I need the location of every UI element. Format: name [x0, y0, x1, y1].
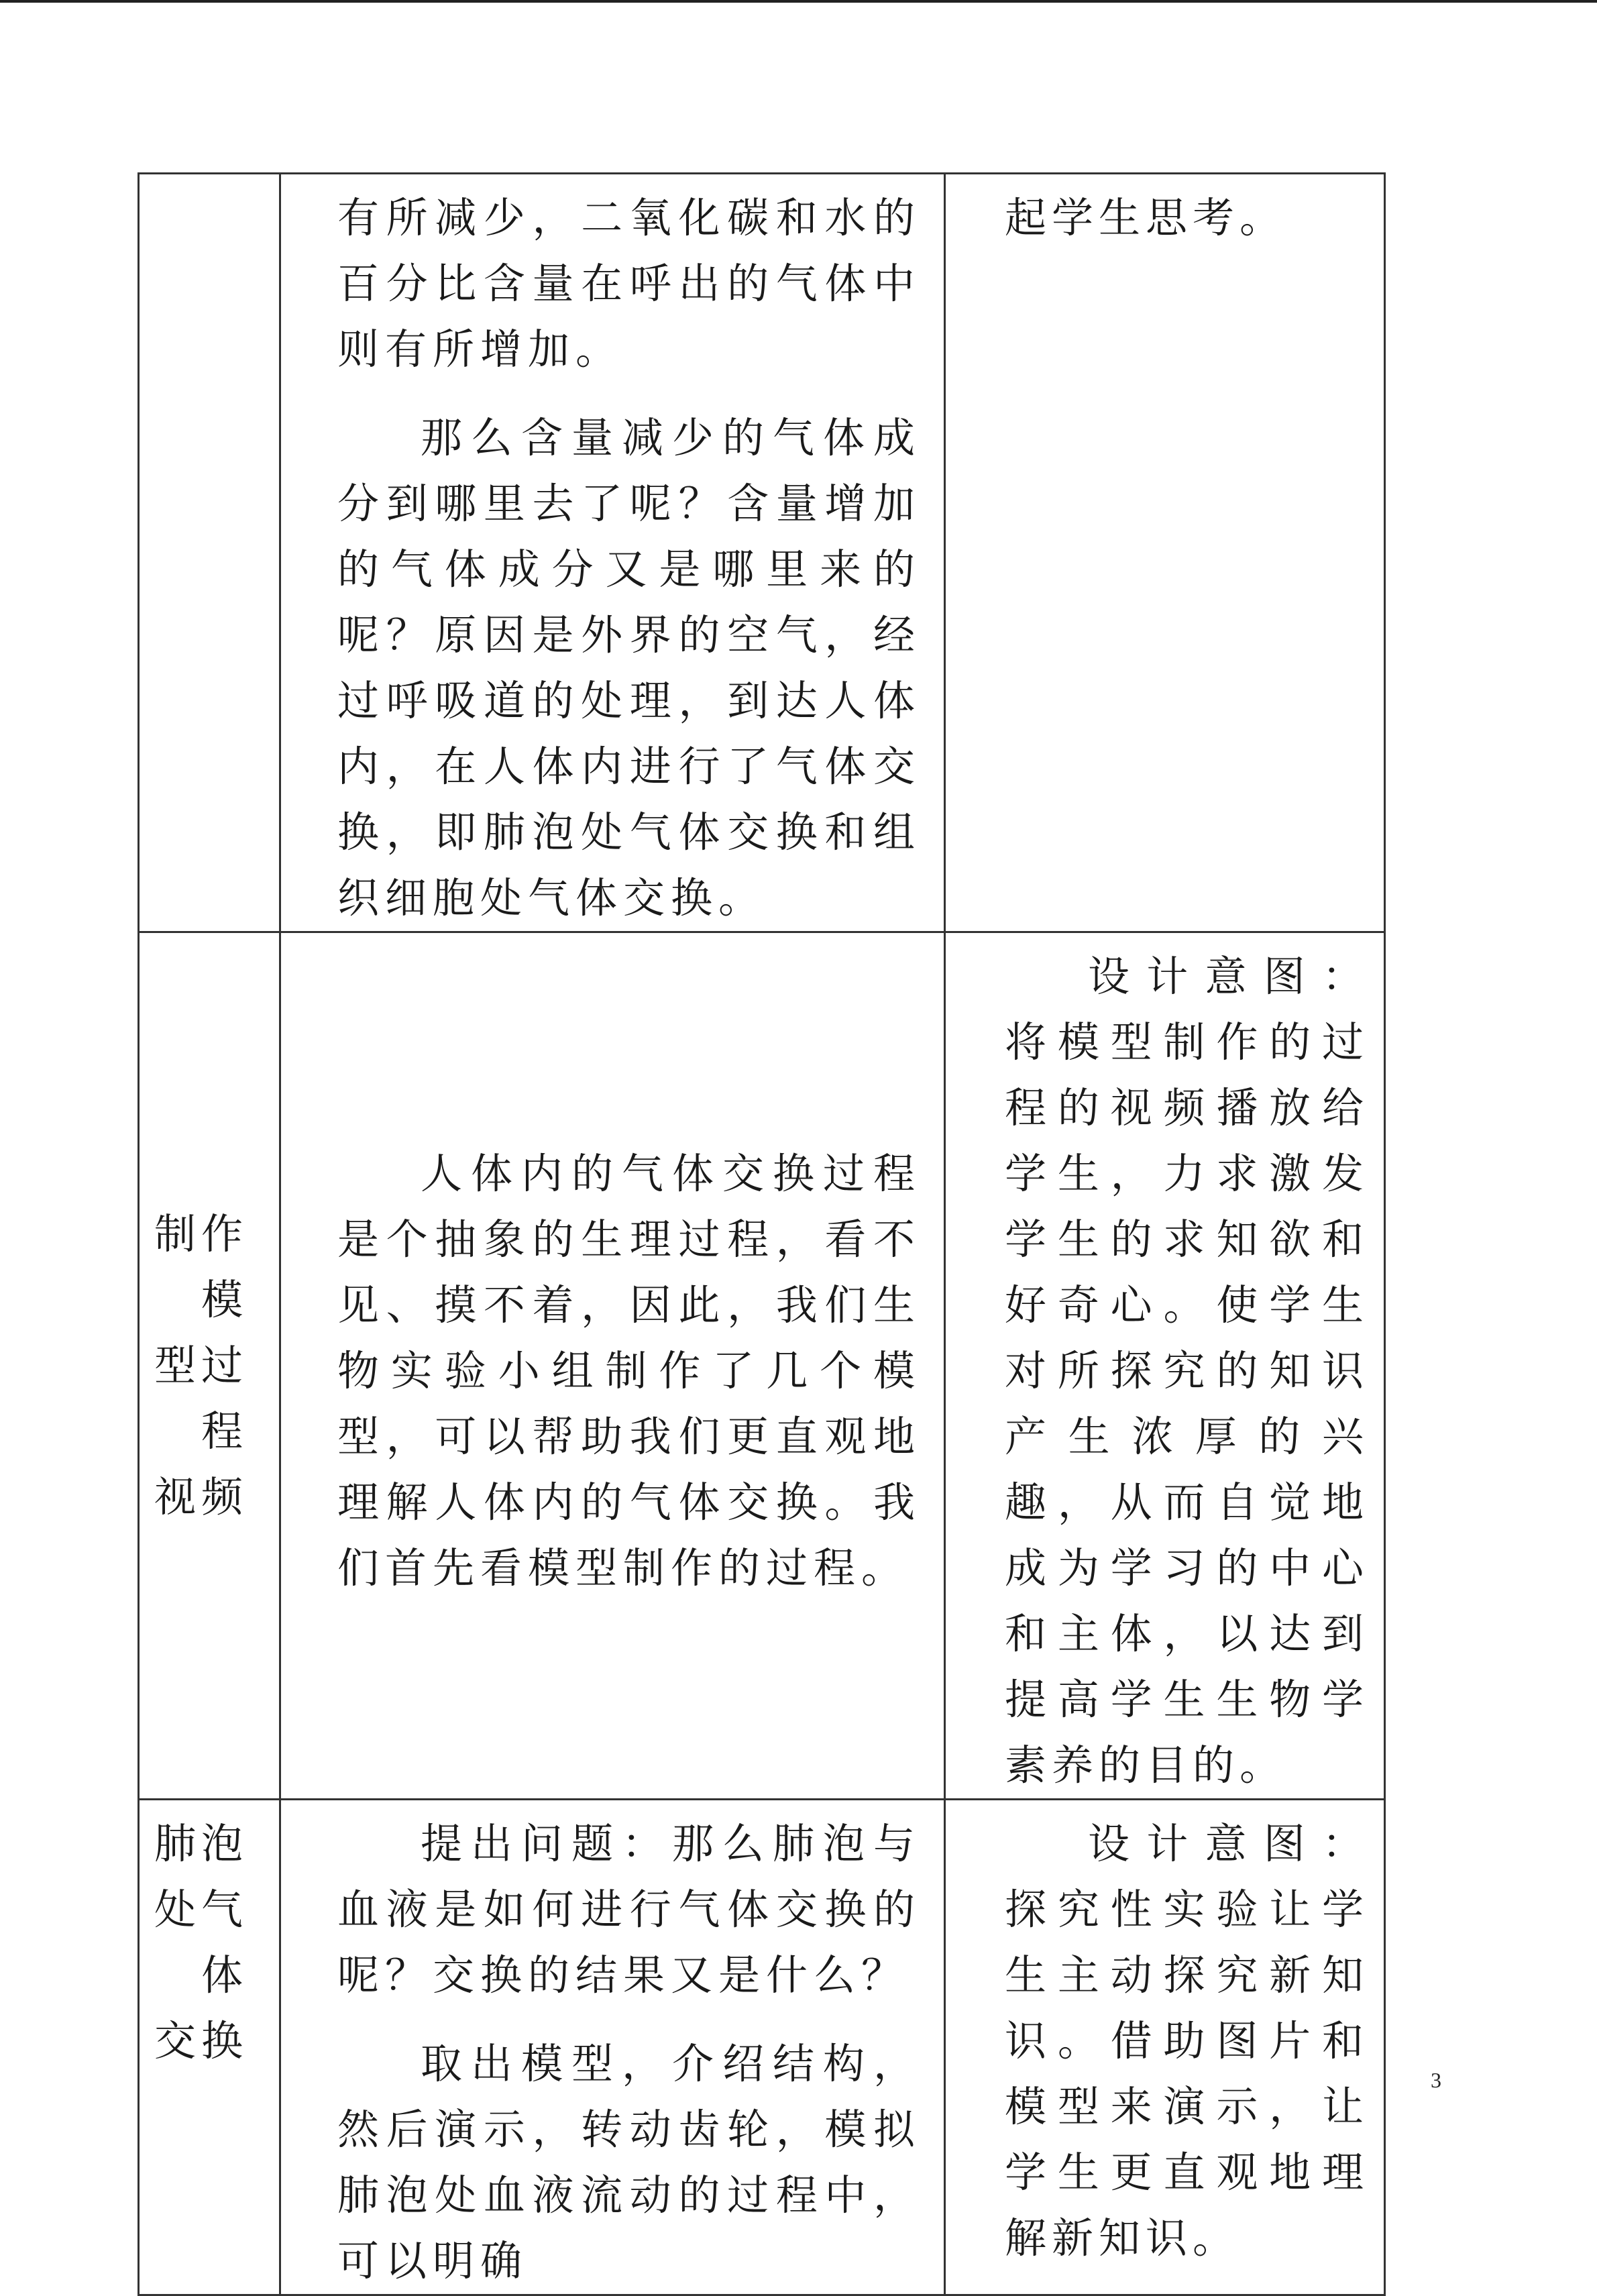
page-top-border: [0, 0, 1597, 3]
table-row: [139, 932, 1385, 1800]
teaching-content-cell: [280, 932, 945, 1800]
table-row: [139, 174, 1385, 932]
stage-label: 肺泡 处气 体 交换: [154, 1819, 249, 2065]
content-paragraph: 人体内的气体交换过程是个抽象的生理过程，看不见、摸不着，因此，我们生物实验小组制作了几个模型，可以帮助我们更直观地理解人体内的气体交换。我们首先看模型制作的过程。: [337, 1149, 921, 1592]
design-intent-cell: [945, 174, 1385, 932]
design-intent-text: 起学生思考。: [1005, 193, 1287, 242]
teaching-content-cell: [280, 174, 945, 932]
design-intent-cell: [945, 1800, 1385, 2295]
teaching-content-cell: [280, 1800, 945, 2295]
page-number: 3: [1431, 2068, 1441, 2092]
content-paragraph: 那么含量减少的气体成分到哪里去了呢？含量增加的气体成分又是哪里来的呢？原因是外界的空气，经过呼吸道的处理，到达人体内，在人体内进行了气体交换，即肺泡处气体交换和组织细胞处气体交换。: [337, 413, 921, 922]
lesson-plan-table: [137, 172, 1386, 2296]
content-paragraph: 提出问题：那么肺泡与血液是如何进行气体交换的呢？交换的结果又是什么？: [337, 1819, 921, 2000]
stage-label-cell: [139, 932, 280, 1800]
stage-label: 制作 模 型过 程 视频: [154, 1209, 249, 1521]
design-intent-text: 设计意图：将模型制作的过程的视频播放给学生，力求激发学生的求知欲和好奇心。使学生对所探究的知识产生浓厚的兴趣，从而自觉地成为学习的中心和主体，以达到提高学生生物学素养的目的。: [1005, 952, 1369, 1790]
design-intent-cell: [945, 932, 1385, 1800]
table-row: [139, 1800, 1385, 2295]
stage-label-cell: [139, 174, 280, 932]
content-paragraph: 有所减少，二氧化碳和水的百分比含量在呼出的气体中则有所增加。: [337, 193, 921, 374]
content-paragraph: 取出模型，介绍结构，然后演示，转动齿轮，模拟肺泡处血液流动的过程中，可以明确: [337, 2039, 921, 2285]
design-intent-text: 设计意图：探究性实验让学生主动探究新知识。借助图片和模型来演示，让学生更直观地理解新知识。: [1005, 1819, 1369, 2262]
stage-label-cell: [139, 1800, 280, 2295]
